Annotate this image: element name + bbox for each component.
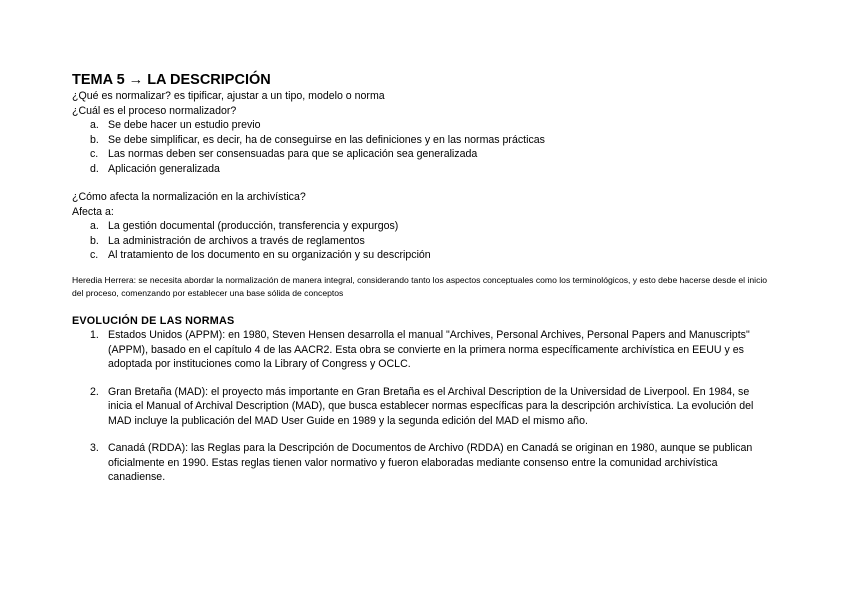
list-marker: 3. — [90, 442, 99, 454]
list-item-text: Se debe hacer un estudio previo — [108, 119, 261, 131]
page-title: TEMA 5 → LA DESCRIPCIÓN — [72, 72, 271, 88]
spacer — [72, 176, 772, 190]
process-list — [72, 118, 772, 176]
list-item — [72, 118, 772, 133]
list-item — [72, 219, 772, 234]
section-title: EVOLUCIÓN DE LAS NORMAS — [72, 314, 235, 327]
list-item — [72, 328, 772, 372]
list-marker: a. — [90, 220, 99, 232]
question-normalize: ¿Qué es normalizar? es tipificar, ajustar a un tipo, modelo o norma — [72, 90, 385, 102]
list-marker: b. — [90, 234, 99, 247]
list-item-text: Las normas deben ser consensuadas para que se aplicación sea generalizada — [108, 148, 478, 160]
list-item — [72, 385, 772, 429]
list-item-text: Estados Unidos (APPM): en 1980, Steven Hensen desarrolla el manual "Archives, Personal Archives, Personal Papers and Manuscripts" (APPM), basado en el capítulo 4 de las AACR2. Esta obra se convierte en la primera norma específicamente archivística en EEUU y es adoptada por instituciones como la Library of Congress y OCLC. — [108, 329, 750, 370]
affects-label: Afecta a: — [72, 205, 114, 218]
list-item — [72, 147, 772, 162]
list-item — [72, 441, 772, 485]
list-item — [72, 234, 772, 249]
list-marker: b. — [90, 133, 99, 146]
list-marker: 1. — [90, 329, 99, 341]
list-item-text: Canadá (RDDA): las Reglas para la Descripción de Documentos de Archivo (RDDA) en Canadá se originan en 1980, aunque se publican oficialmente en 1990. Estas reglas tienen valor normativo y fueron elaboradas mediante consenso entre la comunidad archivística canadiense. — [108, 442, 753, 483]
list-item — [72, 162, 772, 177]
list-item-text: Se debe simplificar, es decir, ha de conseguirse en las definiciones y en las normas prácticas — [108, 133, 545, 146]
question-affects: ¿Cómo afecta la normalización en la archivística? — [72, 191, 306, 203]
spacer — [72, 300, 772, 314]
list-item-text: Aplicación generalizada — [108, 162, 220, 175]
list-item — [72, 133, 772, 148]
evolution-list — [72, 328, 772, 485]
list-item-text: Al tratamiento de los documento en su organización y su descripción — [108, 249, 431, 261]
question-process: ¿Cuál es el proceso normalizador? — [72, 104, 237, 117]
document-content — [72, 71, 772, 498]
list-marker: 2. — [90, 385, 99, 398]
spacer — [72, 263, 772, 274]
list-item-text: La administración de archivos a través de reglamentos — [108, 234, 365, 247]
list-marker: c. — [90, 249, 99, 261]
list-item — [72, 248, 772, 263]
list-marker: c. — [90, 148, 99, 160]
list-marker: d. — [90, 162, 99, 175]
list-marker: a. — [90, 119, 99, 131]
list-item-text: La gestión documental (producción, transferencia y expurgos) — [108, 220, 399, 232]
affects-list — [72, 219, 772, 263]
list-item-text: Gran Bretaña (MAD): el proyecto más importante en Gran Bretaña es el Archival Description de la Universidad de Liverpool. En 1984, se inicia el Manual of Archival Description (MAD), que busca establecer normas específicas para la descripción archivística. La evolución del MAD incluye la publicación del MAD User Guide en 1989 y la segunda edición del MAD el mismo año. — [108, 385, 754, 427]
heredia-quote: Heredia Herrera: se necesita abordar la normalización de manera integral, considerando tanto los aspectos conceptuales como los terminológicos, y esto debe hacerse desde el inicio del proceso, comenzando por establecer una base sólida de conceptos — [72, 274, 768, 298]
